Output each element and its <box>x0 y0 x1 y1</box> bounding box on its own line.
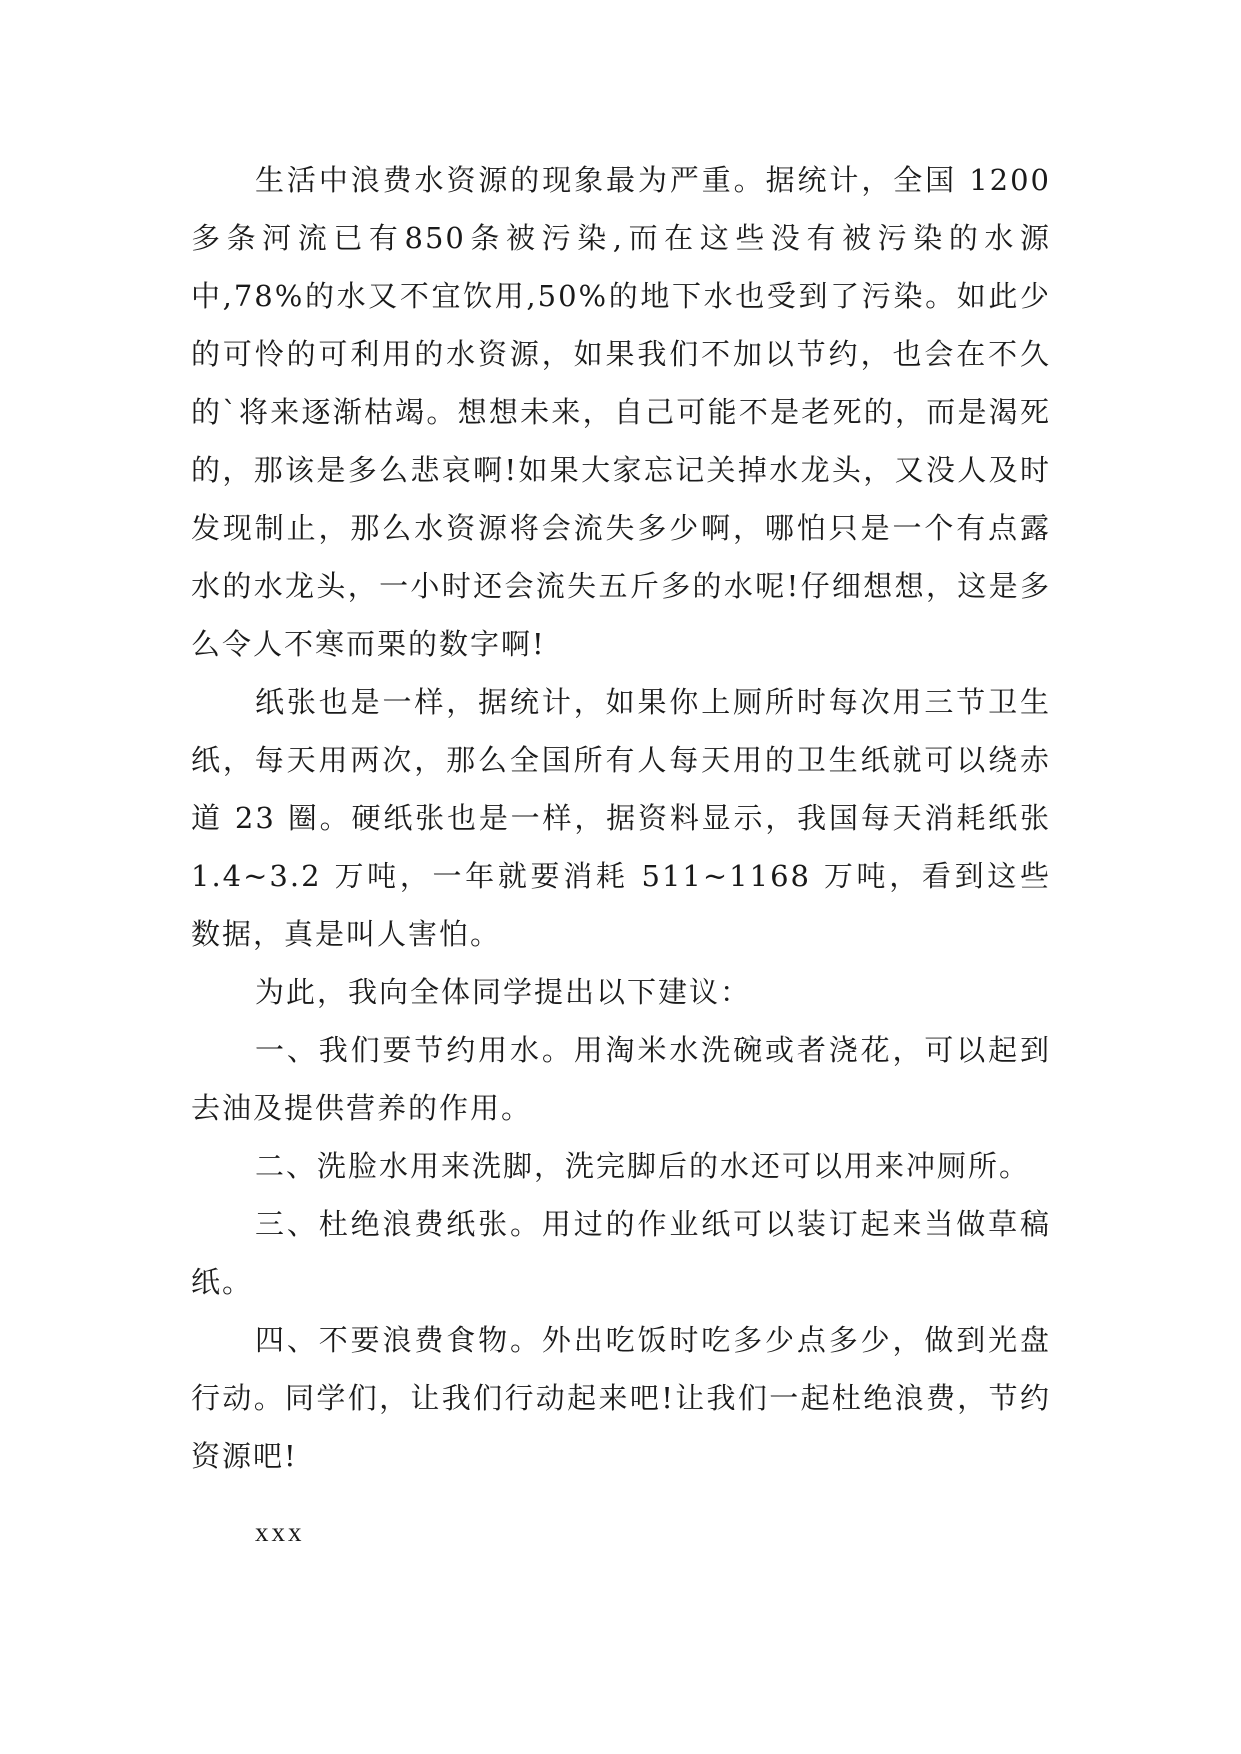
paragraph-suggestion-1: 一、我们要节约用水。用淘米水洗碗或者浇花，可以起到去油及提供营养的作用。 <box>191 1033 1051 1125</box>
paragraph-paper-waste: 纸张也是一样，据统计，如果你上厕所时每次用三节卫生纸，每天用两次，那么全国所有人每天用的卫生纸就可以绕赤道 23 圈。硬纸张也是一样，据资料显示，我国每天消耗纸张 1.4~3.2 万吨，一年就要消耗 511~1168 万吨，看到这些数据，真是叫人害怕。 <box>191 685 1051 951</box>
paragraph-suggestion-4: 四、不要浪费食物。外出吃饭时吃多少点多少，做到光盘行动。同学们，让我们行动起来吧!让我们一起杜绝浪费，节约资源吧! <box>191 1323 1051 1473</box>
paragraph-suggestion-2: 二、洗脸水用来洗脚，洗完脚后的水还可以用来冲厕所。 <box>255 1149 1031 1183</box>
signature: xxx <box>255 1517 305 1547</box>
document-page <box>191 151 1051 1561</box>
paragraph-water-waste: 生活中浪费水资源的现象最为严重。据统计，全国 1200 多条河流已有850条被污染,而在这些没有被污染的水源中,78%的水又不宜饮用,50%的地下水也受到了污染。如此少的可怜的可利用的水资源，如果我们不加以节约，也会在不久的`将来逐渐枯竭。想想未来，自己可能不是老死的，而是渴死的，那该是多么悲哀啊!如果大家忘记关掉水龙头，又没人及时发现制止，那么水资源将会流失多少啊，哪怕只是一个有点露水的水龙头，一小时还会流失五斤多的水呢!仔细想想，这是多么令人不寒而栗的数字啊! <box>191 163 1051 661</box>
paragraph-suggestion-3: 三、杜绝浪费纸张。用过的作业纸可以装订起来当做草稿纸。 <box>191 1207 1051 1299</box>
paragraph-proposal-intro: 为此，我向全体同学提出以下建议： <box>255 975 752 1009</box>
